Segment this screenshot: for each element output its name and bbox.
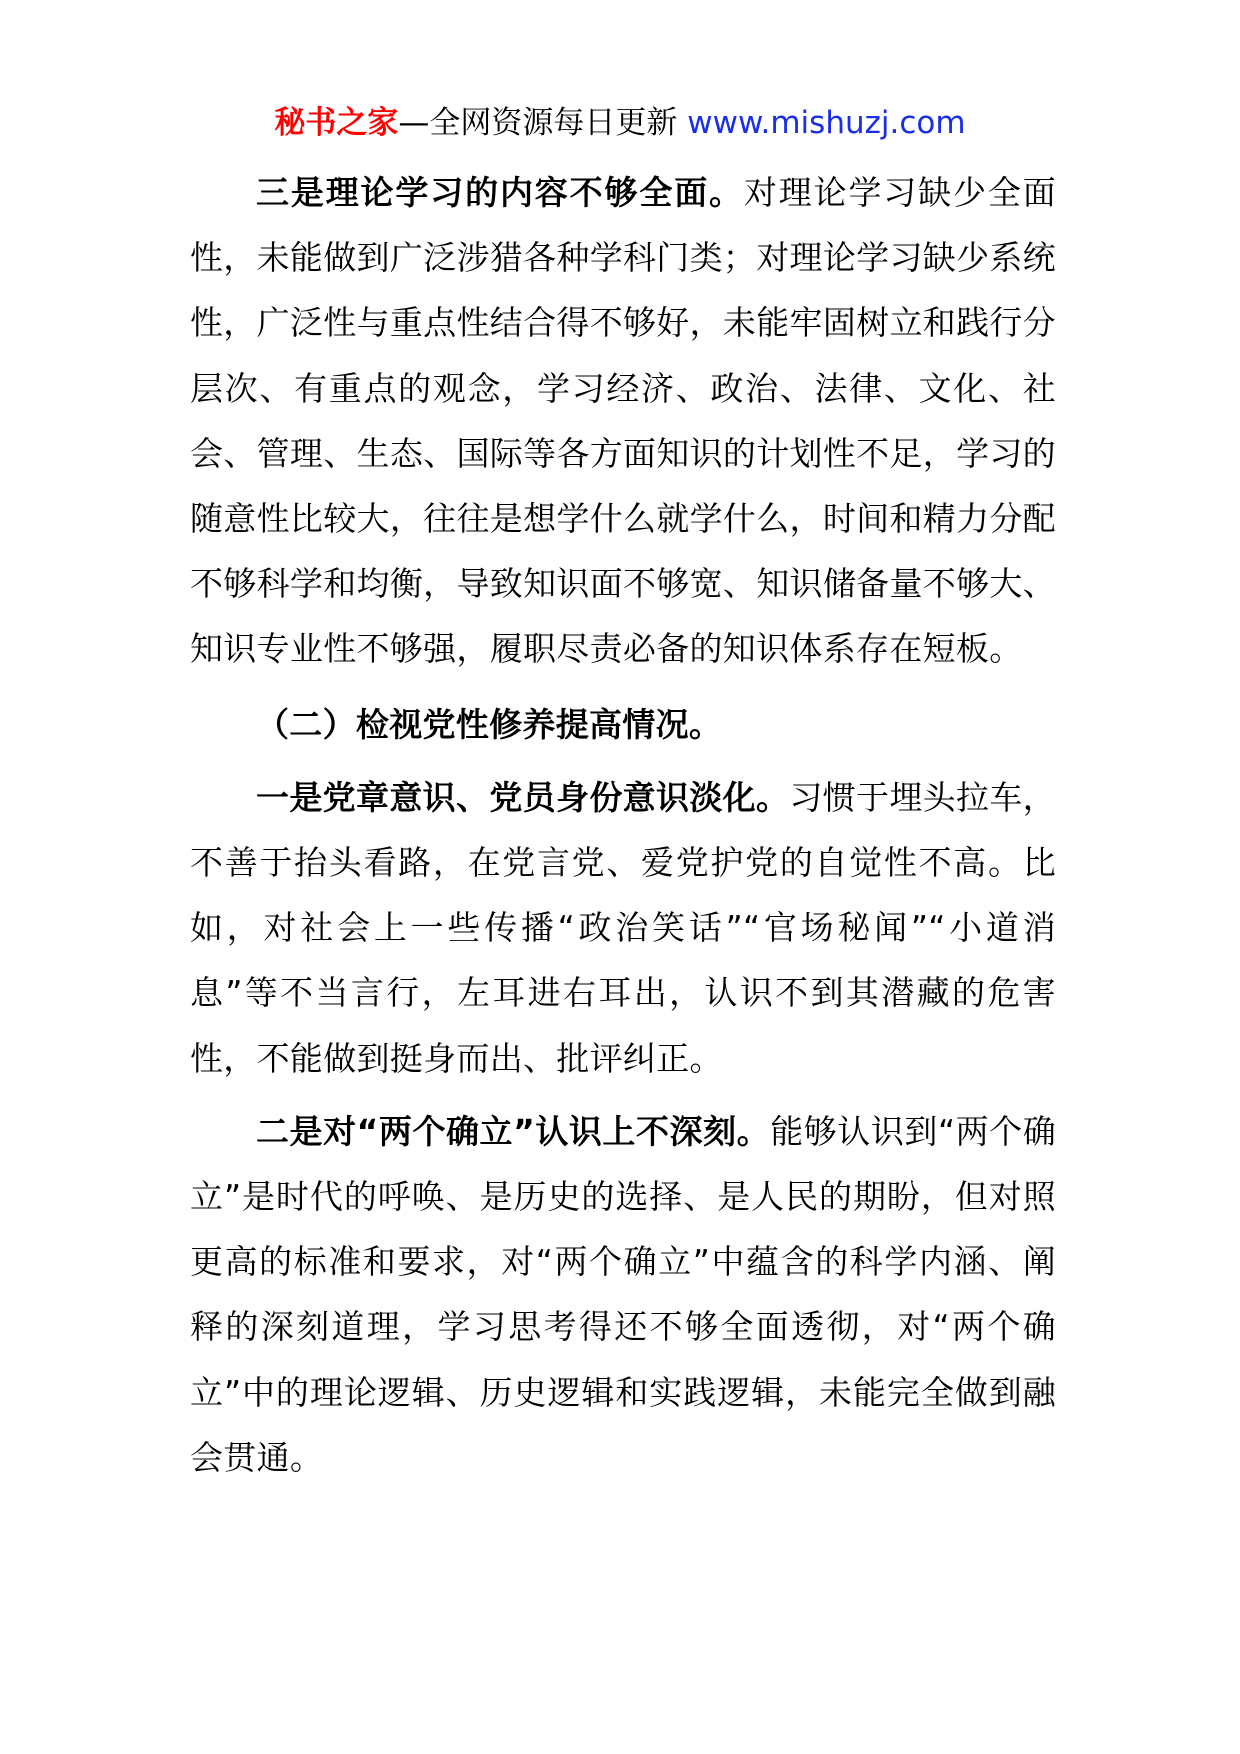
paragraph-text: 能够认识到“两个确立”是时代的呼唤、是历史的选择、是人民的期盼，但对照更高的标准和要求，对“两个确立”中蕴含的科学内涵、阐释的深刻道理，学习思考得还不够全面透彻，对“两个确立”中的理论逻辑、历史逻辑和实践逻辑，未能完全做到融会贯通。 <box>190 1111 1056 1477</box>
site-link[interactable]: www.mishuzj.com <box>687 105 966 141</box>
paragraph-two-establishments <box>190 1099 1056 1490</box>
paragraph-theory-study <box>190 160 1056 682</box>
paragraph-text: 对理论学习缺少全面性，未能做到广泛涉猎各种学科门类；对理论学习缺少系统性，广泛性与重点性结合得不够好，未能牢固树立和践行分层次、有重点的观念，学习经济、政治、法律、文化、社会、管理、生态、国际等各方面知识的计划性不足，学习的随意性比较大，往往是想学什么就学什么，时间和精力分配不够科学和均衡，导致知识面不够宽、知识储备量不够大、知识专业性不够强，履职尽责必备的知识体系存在短板。 <box>190 173 1057 669</box>
document-body <box>190 160 1056 1490</box>
paragraph-lead: 二是对“两个确立”认识上不深刻。 <box>256 1111 771 1151</box>
paragraph-party-awareness <box>190 765 1056 1091</box>
paragraph-text: 习惯于埋头拉车，不善于抬头看路，在党言党、爱党护党的自觉性不高。比如，对社会上一些传播“政治笑话”“官场秘闻”“小道消息”等不当言行，左耳进右耳出，认识不到其潜藏的危害性，不能做到挺身而出、批评纠正。 <box>190 777 1056 1078</box>
paragraph-lead: 一是党章意识、党员身份意识淡化。 <box>256 777 790 817</box>
page-header <box>0 100 1240 146</box>
paragraph-lead: 三是理论学习的内容不够全面。 <box>256 173 744 212</box>
brand-name: 秘书之家 <box>274 105 399 141</box>
section-heading: （二）检视党性修养提高情况。 <box>256 704 723 744</box>
header-tagline: —全网资源每日更新 <box>398 105 678 141</box>
